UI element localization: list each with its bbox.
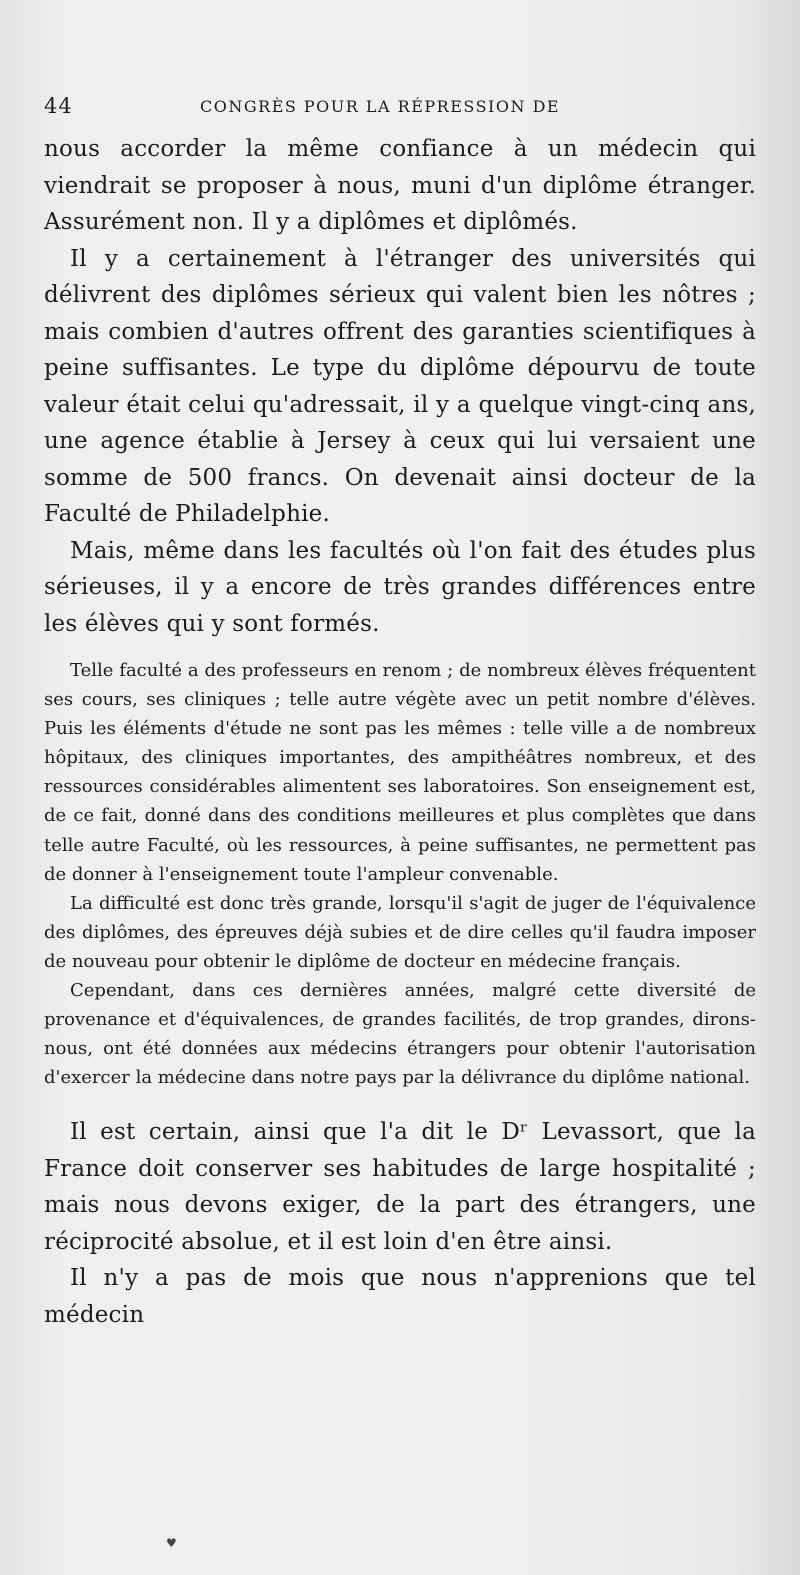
- body-text: [44, 131, 756, 1333]
- paragraph-foreign-universities: Il y a certainement à l'étranger des universités qui délivrent des diplômes sérieux qui valent bien les nôtres ; mais combien d'autres offrent des garanties scientifiques à peine suffisantes. Le type du diplôme dépourvu de toute valeur était celui qu'adressait, il y a quelque vingt-cinq ans, une agence établie à Jersey à ceux qui lui versaient une somme de 500 francs. On devenait ainsi docteur de la Faculté de Philadelphie.: [44, 245, 756, 527]
- paragraph-reciprocity: Il est certain, ainsi que l'a dit le Dʳ Levassort, que la France doit conserver ses habitudes de large hospitalité ; mais nous devons exiger, de la part des étrangers, une réciprocité absolue, et il est loin d'en être ainsi.: [44, 1119, 756, 1255]
- paragraph-facilities: Cependant, dans ces dernières années, malgré cette diversité de provenance et d'équivalences, de grandes facilités, de trop grandes, dirons-nous, ont été données aux médecins étrangers pour obtenir l'autorisation d'exercer la médecine dans notre pays par la délivrance du diplôme national.: [44, 980, 756, 1089]
- page-header: [44, 94, 604, 124]
- paragraph-continuation: nous accorder la même confiance à un médecin qui viendrait se proposer à nous, muni d'un diplôme étranger. Assurément non. Il y a diplômes et diplômés.: [44, 136, 756, 235]
- page-number: 44: [44, 94, 73, 118]
- paragraph-difficulty: La difficulté est donc très grande, lorsqu'il s'agit de juger de l'équivalence des diplômes, des épreuves déjà subies et de dire celles qu'il faudra imposer de nouveau pour obtenir le diplôme de docteur en médecine français.: [44, 892, 756, 972]
- paragraph-differences: Mais, même dans les facultés où l'on fait des études plus sérieuses, il y a encore de très grandes différences entre les élèves qui y sont formés.: [44, 537, 756, 637]
- paragraph-faculties: Telle faculté a des professeurs en renom ; de nombreux élèves fréquentent ses cours, ses cliniques ; telle autre végète avec un petit nombre d'élèves. Puis les éléments d'étude ne sont pas les mêmes : telle ville a de nombreux hôpitaux, des cliniques importantes, des ampithéâtres nombreux, et des ressources considérables alimentent ses laboratoires. Son enseignement est, de ce fait, donné dans des conditions meilleures et plus complètes que dans telle autre Faculté, où les ressources, à peine suffisantes, ne permettent pas de donner à l'enseignement toute l'ampleur convenable.: [44, 660, 756, 885]
- running-head: CONGRÈS POUR LA RÉPRESSION DE: [200, 97, 561, 116]
- paragraph-last-line: Il n'y a pas de mois que nous n'apprenions que tel médecin: [44, 1265, 756, 1328]
- printer-mark: ♥: [166, 1536, 177, 1550]
